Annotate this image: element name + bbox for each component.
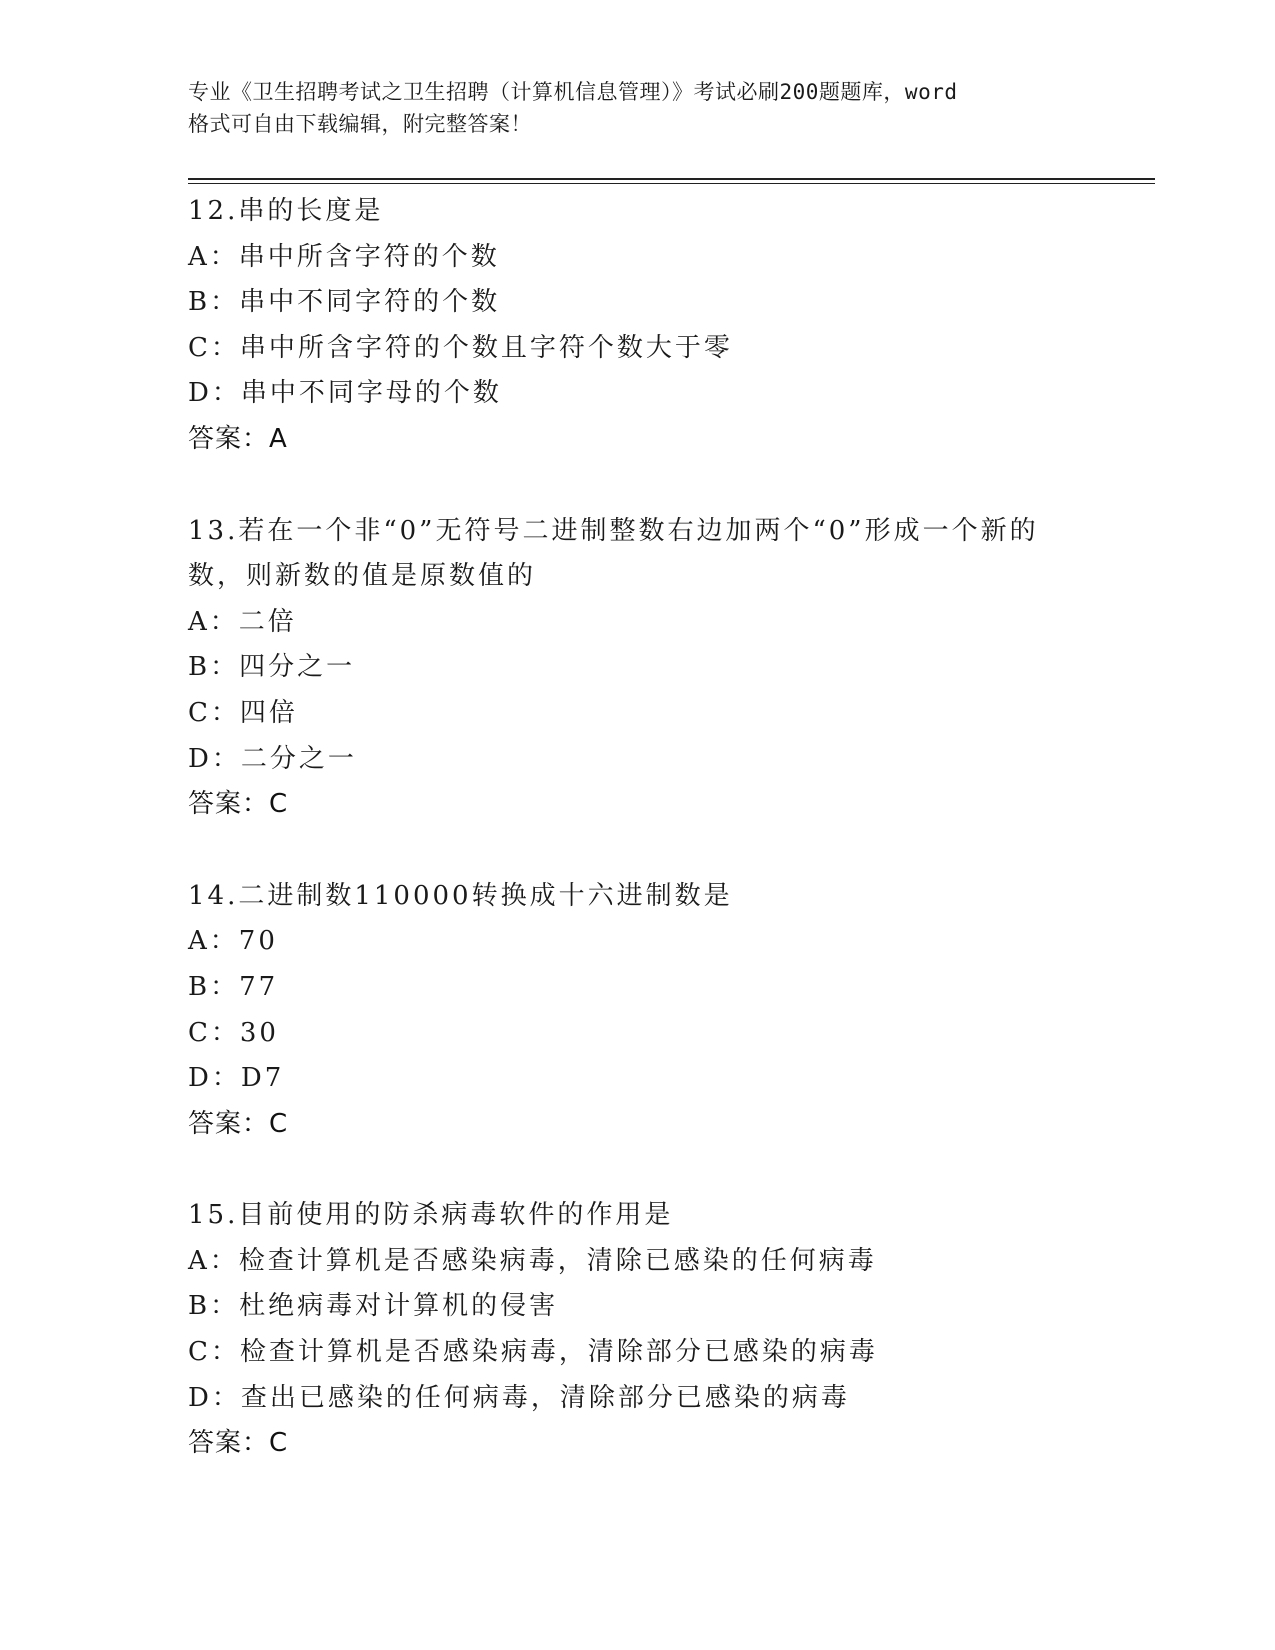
question-12: [188, 189, 1088, 463]
option-d: D：查出已感染的任何病毒，清除部分已感染的病毒: [188, 1382, 850, 1413]
option-b: B：77: [188, 971, 279, 1002]
option-b: B：四分之一: [188, 652, 356, 683]
option-c: C：检查计算机是否感染病毒，清除部分已感染的病毒: [188, 1337, 878, 1368]
question-stem: 14.二进制数110000转换成十六进制数是: [188, 880, 733, 911]
option-b: B：杜绝病毒对计算机的侵害: [188, 1291, 559, 1322]
option-a: A：70: [188, 926, 278, 957]
question-stem: 15.目前使用的防杀病毒软件的作用是: [188, 1200, 674, 1231]
question-list: [188, 189, 1088, 1467]
question-13: [188, 509, 1088, 828]
option-c: C：四倍: [188, 697, 298, 728]
option-a: A：检查计算机是否感染病毒，清除已感染的任何病毒: [188, 1245, 877, 1276]
question-14: [188, 874, 1088, 1148]
option-a: A：二倍: [188, 606, 297, 637]
question-15: [188, 1193, 1088, 1467]
option-d: D：D7: [188, 1063, 285, 1094]
option-d: D：二分之一: [188, 743, 357, 774]
answer: 答案：C: [188, 1108, 289, 1139]
answer: 答案：C: [188, 789, 289, 820]
question-spacer: [188, 828, 1088, 874]
option-c: C：串中所含字符的个数且字符个数大于零: [188, 332, 733, 363]
question-stem: 13.若在一个非“0”无符号二进制整数右边加两个“0”形成一个新的数，则新数的值是原数值的: [188, 515, 1039, 592]
question-stem: 12.串的长度是: [188, 196, 384, 226]
answer: 答案：C: [188, 1428, 289, 1459]
question-spacer: [188, 1147, 1088, 1193]
header-title-line-2: 格式可自由下载编辑，附完整答案！: [188, 112, 532, 136]
header-divider-bottom: [188, 183, 1155, 184]
question-spacer: [188, 463, 1088, 509]
option-c: C：30: [188, 1017, 279, 1048]
option-b: B：串中不同字符的个数: [188, 287, 501, 318]
option-a: A：串中所含字符的个数: [188, 241, 500, 272]
header-title-line-1: 专业《卫生招聘考试之卫生招聘（计算机信息管理）》考试必刷200题题库，word: [188, 80, 958, 104]
document-header: [188, 76, 1088, 140]
option-d: D：串中不同字母的个数: [188, 378, 502, 409]
header-divider-top: [188, 178, 1155, 180]
answer: 答案：A: [188, 423, 288, 454]
